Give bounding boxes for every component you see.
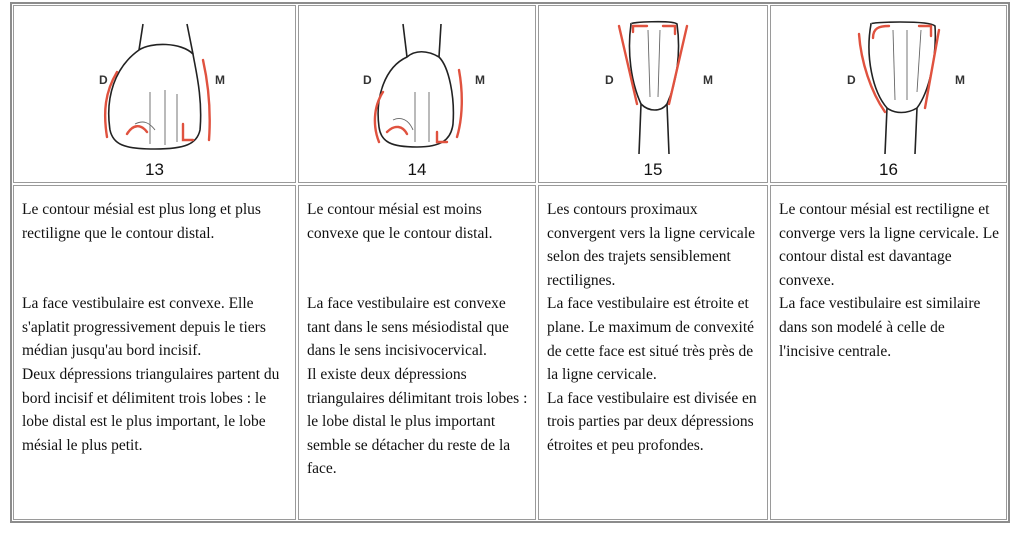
description-cell-14 — [298, 185, 536, 520]
tooth-description-table — [10, 2, 1010, 523]
vestibular-face-text: La face vestibulaire est convexe tant dans le sens mésiodistal que dans le sens incisivocervical. — [307, 295, 509, 360]
label-distal: D — [846, 73, 856, 87]
description-cell-16 — [770, 185, 1007, 520]
tooth-16-drawing — [789, 12, 989, 162]
label-distal: D — [98, 73, 108, 87]
tooth-image-cell-14 — [298, 5, 536, 183]
label-distal: D — [605, 73, 614, 87]
depressions-text: Il existe deux dépressions triangulaires délimitant trois lobes : le lobe distal le plus important semble se détacher du reste de la face. — [307, 365, 528, 478]
tooth-image-cell-13 — [13, 5, 296, 183]
tooth-15-drawing — [553, 12, 753, 162]
label-mesial: M — [475, 73, 485, 87]
label-distal: D — [363, 73, 372, 87]
description-cell-13 — [13, 185, 296, 520]
proximal-contour-text: Les contours proximaux convergent vers la ligne cervicale selon des trajets sensiblement rectilignes. — [547, 201, 756, 289]
label-mesial: M — [214, 73, 225, 87]
vestibular-face-text: La face vestibulaire est similaire dans son modelé à celle de l'incisive centrale. — [779, 295, 981, 360]
tooth-14-drawing — [317, 12, 517, 162]
tooth-13-drawing — [55, 12, 255, 162]
description-cell-15 — [538, 185, 768, 520]
vestibular-face-text: La face vestibulaire est convexe. Elle s'aplatit progressivement depuis le tiers médian jusqu'au bord incisif. — [22, 295, 266, 360]
depressions-text: La face vestibulaire est divisée en trois parties par deux dépressions étroites et peu profondes. — [547, 389, 757, 454]
mesial-contour-text: Le contour mésial est plus long et plus rectiligne que le contour distal. — [22, 201, 261, 242]
label-mesial: M — [703, 73, 713, 87]
tooth-number: 16 — [879, 160, 898, 179]
tooth-image-cell-16 — [770, 5, 1007, 183]
tooth-image-cell-15 — [538, 5, 768, 183]
vestibular-face-text: La face vestibulaire est étroite et plane. Le maximum de convexité de cette face est situé très près de la ligne cervicale. — [547, 295, 755, 384]
tooth-number: 15 — [643, 160, 663, 179]
mesial-contour-text: Le contour mésial est moins convexe que le contour distal. — [307, 201, 493, 242]
tooth-number: 13 — [145, 160, 164, 179]
depressions-text: Deux dépressions triangulaires partent du bord incisif et délimitent trois lobes : le lobe distal est le plus important, le lobe mésial le plus petit. — [22, 365, 280, 454]
mesial-contour-text: Le contour mésial est rectiligne et converge vers la ligne cervicale. Le contour distal est davantage convexe. — [779, 201, 1000, 289]
tooth-number: 14 — [407, 160, 427, 179]
label-mesial: M — [954, 73, 965, 87]
